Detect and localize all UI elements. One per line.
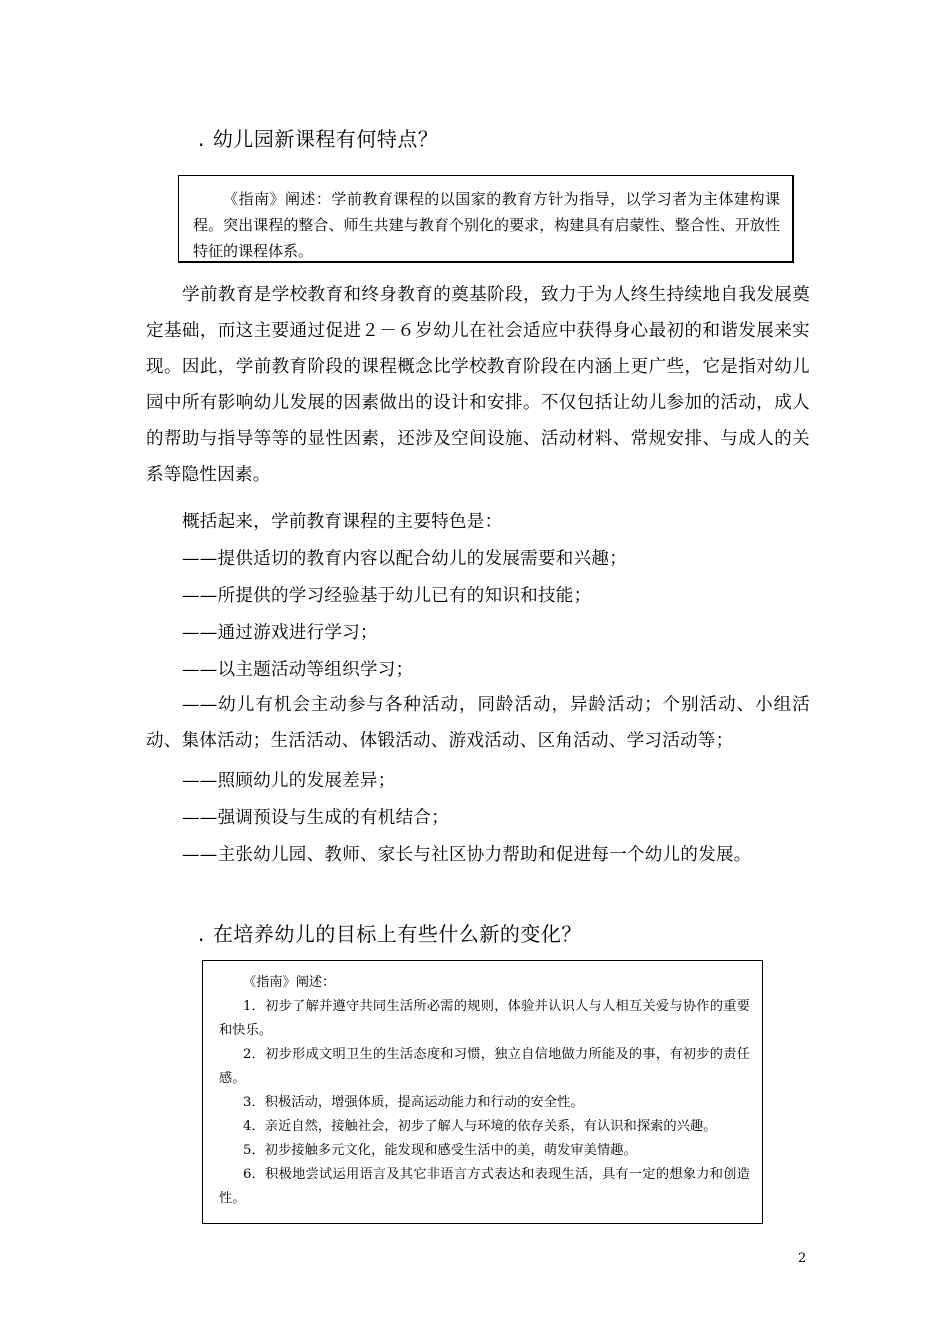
section2-title: 在培养幼儿的目标上有些什么新的变化？ — [212, 922, 582, 946]
feature-item: ——以主题活动等组织学习； — [182, 660, 414, 680]
section1-quote-box: 《指南》阐述：学前教育课程的以国家的教育方针为指导，以学习者为主体建构课程。突出课程的整合、师生共建与教育个别化的要求，构建具有启蒙性、整合性、开放性特征的课程体系。 — [178, 175, 794, 263]
goal-item: 3．积极活动，增强体质，提高运动能力和行动的安全性。 — [243, 1095, 584, 1110]
section1-heading — [198, 123, 438, 152]
goal-item: 2．初步形成文明卫生的生活态度和习惯，独立自信地做力所能及的事，有初步的责任感。 — [219, 1047, 750, 1086]
section1-number: . — [198, 127, 205, 151]
feature-item: ——通过游戏进行学习； — [182, 623, 378, 643]
section2-quote-box — [202, 960, 763, 1224]
feature-item: ——强调预设与生成的有机结合； — [182, 808, 449, 828]
feature-item: ——提供适切的教育内容以配合幼儿的发展需要和兴趣； — [182, 549, 627, 569]
feature-item: ——幼儿有机会主动参与各种活动，同龄活动，异龄活动；个别活动、小组活动、集体活动；生活活动、体锻活动、游戏活动、区角活动、学习活动等； — [146, 695, 810, 751]
section2-number: . — [198, 922, 205, 946]
section2-quote-intro: 《指南》阐述： — [243, 975, 336, 990]
feature-item: ——所提供的学习经验基于幼儿已有的知识和技能； — [182, 586, 592, 606]
goal-item: 5．初步接触多元文化，能发现和感受生活中的美，萌发审美情趣。 — [243, 1143, 637, 1158]
section1-summary: 概括起来，学前教育课程的主要特色是： — [182, 512, 503, 532]
goal-item: 4．亲近自然，接触社会，初步了解人与环境的依存关系，有认识和探索的兴趣。 — [243, 1119, 717, 1134]
feature-item: ——照顾幼儿的发展差异； — [182, 771, 396, 791]
section1-paragraph: 学前教育是学校教育和终身教育的奠基阶段，致力于为人终生持续地自我发展奠定基础，而这主要通过促进２－６岁幼儿在社会适应中获得身心最初的和谐发展来实现。因此，学前教育阶段的课程概念比学校教育阶段在内涵上更广些，它是指对幼儿园中所有影响幼儿发展的因素做出的设计和安排。不仅包括让幼儿参加的活动，成人的帮助与指导等等的显性因素，还涉及空间设施、活动材料、常规安排、与成人的关系等隐性因素。 — [146, 285, 810, 485]
goal-item: 1．初步了解并遵守共同生活所必需的规则，体验并认识人与人相互关爱与协作的重要和快乐。 — [219, 999, 750, 1038]
feature-item: ——主张幼儿园、教师、家长与社区协力帮助和促进每一个幼儿的发展。 — [182, 845, 752, 865]
section2-heading — [198, 918, 582, 947]
goal-item: 6．积极地尝试运用语言及其它非语言方式表达和表现生活，具有一定的想象力和创造性。 — [219, 1167, 750, 1206]
page-number: 2 — [798, 1251, 807, 1266]
section1-title: 幼儿园新课程有何特点？ — [212, 127, 439, 151]
